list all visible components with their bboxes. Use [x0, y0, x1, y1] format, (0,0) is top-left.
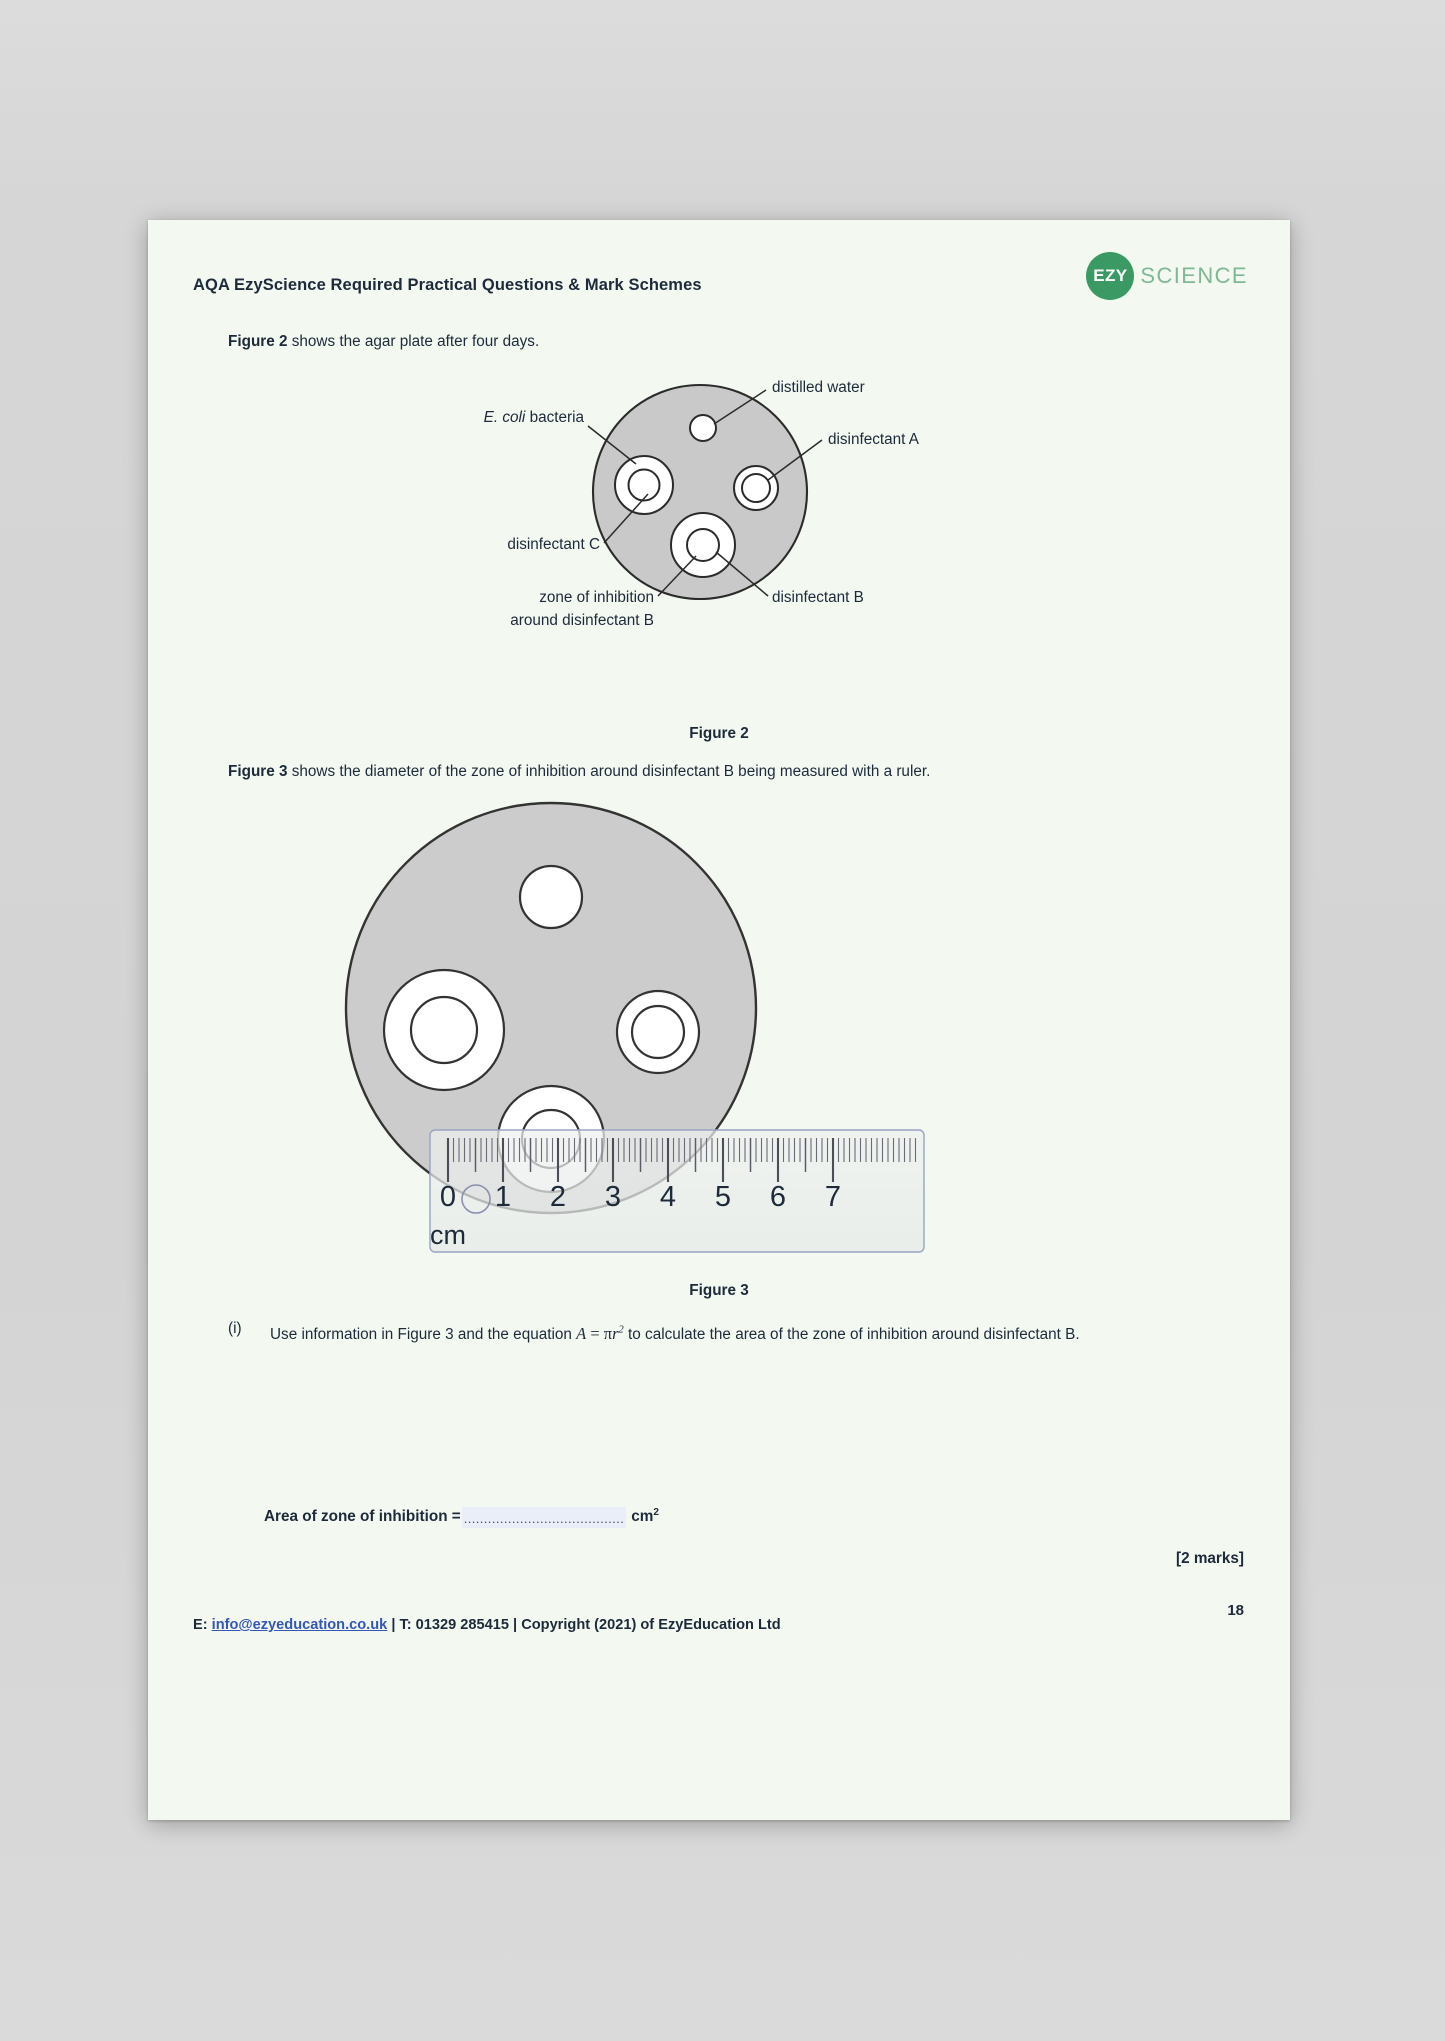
page-number: 18 — [1227, 1602, 1244, 1619]
figure2-svg — [348, 368, 1108, 640]
label-disinfectant-c: disinfectant C — [507, 536, 600, 553]
figure2-lead-bold: Figure 2 — [228, 333, 288, 350]
distilled-water-disc-large — [520, 866, 582, 928]
document-page — [148, 220, 1290, 1820]
question-text-part1: Use information in Figure 3 and the equation — [270, 1326, 577, 1343]
figure2-lead-rest: shows the agar plate after four days. — [287, 333, 540, 350]
ezyscience-logo — [1086, 252, 1248, 300]
ruler-tick-4: 4 — [659, 1181, 677, 1213]
label-disinfectant-a: disinfectant A — [828, 431, 919, 448]
question-text-part2: to calculate the area of the zone of inhibition around disinfectant B. — [623, 1326, 1080, 1343]
label-distilled-water: distilled water — [772, 379, 865, 396]
figure3-lead-bold: Figure 3 — [228, 763, 288, 780]
footer-rest: | T: 01329 285415 | Copyright (2021) of EzyEducation Ltd — [387, 1617, 781, 1633]
label-ecoli-italic: E. coli — [483, 409, 526, 426]
footer-prefix: E: — [193, 1617, 212, 1633]
disinfectant-a-disc-large — [632, 1006, 684, 1058]
label-disinfectant-b: disinfectant B — [772, 589, 864, 606]
figure3-lead-text — [228, 760, 1218, 784]
ruler-tick-6: 6 — [769, 1181, 787, 1213]
figure2-diagram — [348, 368, 1108, 640]
equation-a: A — [576, 1324, 587, 1343]
equation-equals: = — [586, 1324, 604, 1343]
question-roman-numeral: (i) — [228, 1320, 242, 1337]
logo-badge-icon: EZY — [1086, 252, 1134, 300]
disinfectant-a-disc — [742, 474, 770, 502]
ruler-unit-label: cm — [430, 1220, 466, 1250]
equation-exponent: 2 — [618, 1324, 624, 1336]
question-equation — [576, 1324, 624, 1343]
ruler-tick-5: 5 — [714, 1181, 732, 1213]
ruler-tick-0: 0 — [439, 1181, 457, 1213]
answer-label: Area of zone of inhibition = — [264, 1508, 461, 1525]
equation-r: r — [612, 1324, 619, 1343]
label-zone-line1: zone of inhibition — [539, 589, 654, 606]
label-ecoli-bacteria — [484, 409, 585, 426]
distilled-water-disc — [690, 415, 716, 441]
figure3-svg — [298, 800, 958, 1250]
answer-input-field[interactable]: ........................................ — [462, 1507, 626, 1528]
ruler-tick-2: 2 — [549, 1181, 567, 1213]
ruler-tick-1: 1 — [494, 1181, 512, 1213]
ruler-tick-7: 7 — [824, 1181, 842, 1213]
equation-pi: π — [603, 1324, 613, 1343]
marks-label: [2 marks] — [1175, 1550, 1244, 1567]
disinfectant-c-disc-large — [411, 997, 477, 1063]
page-header-title: AQA EzyScience Required Practical Questions & Mark Schemes — [193, 276, 702, 294]
label-zone-line2: around disinfectant B — [510, 612, 654, 629]
logo-wordmark: SCIENCE — [1140, 263, 1248, 288]
label-ecoli-rest: bacteria — [525, 409, 584, 426]
answer-unit: $cm^2$ — [631, 1506, 659, 1525]
answer-row — [264, 1505, 659, 1526]
disinfectant-b-disc — [687, 529, 719, 561]
ruler — [430, 1130, 924, 1252]
page-footer — [193, 1617, 781, 1633]
figure3-diagram — [298, 800, 958, 1250]
question-text — [270, 1320, 1115, 1347]
footer-email-link[interactable]: info@ezyeducation.co.uk — [211, 1617, 388, 1633]
figure3-lead-rest: shows the diameter of the zone of inhibition around disinfectant B being measured with a ruler. — [287, 763, 931, 780]
disinfectant-c-disc — [629, 470, 660, 501]
figure2-lead-text — [228, 330, 539, 354]
ruler-tick-3: 3 — [604, 1181, 622, 1213]
figure2-caption: Figure 2 — [689, 725, 749, 742]
figure3-caption: Figure 3 — [689, 1282, 749, 1299]
